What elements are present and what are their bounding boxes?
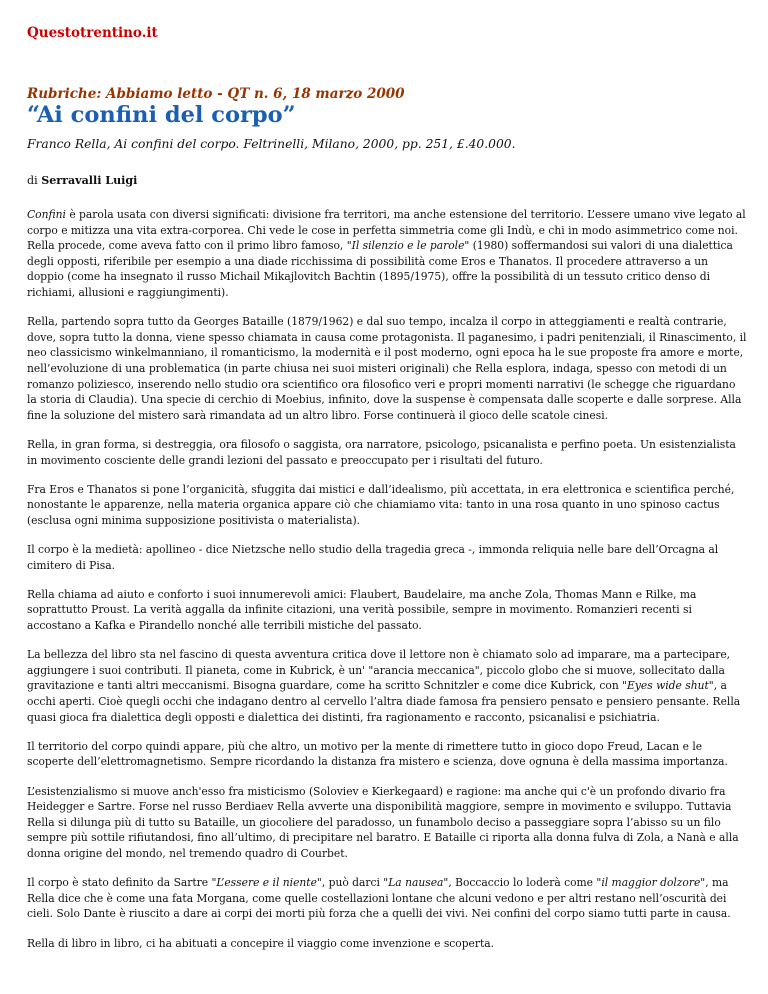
paragraph-7 [27, 647, 747, 725]
book-title-nausea: "La nausea" [383, 876, 449, 890]
paragraph-10-text-b: , può darci [321, 876, 384, 890]
paragraph-1 [27, 207, 747, 301]
paragraph-6: Rella chiama ad aiuto e conforto i suoi innumerevoli amici: Flaubert, Baudelaire, ma anche Zola, Thomas Mann e Rilke, ma soprattutto Proust. La verità aggalla da infinite citazioni, una verità possibile, sempre in movimento. Romanzieri recenti si accostano a Kafka e Pirandello nonché alle terribili mistiche del passato. [27, 587, 697, 633]
paragraph-10-text-a: Il corpo è stato definito da Sartre [27, 876, 212, 890]
byline [27, 174, 137, 187]
paragraph-7-text-a: La bellezza del libro sta nel fascino di questa avventura critica dove il lettore non è chiamato solo ad imparare, ma a partecipare, aggiungere i suoi contributi. Il pianeta, come in Kubrick, è un' "arancia meccanica", piccolo globo che si muove, sollecitato dalla gravitazione e tanti altri meccanismi. Bisogna guardare, come ha scritto Schnitzler e come dice Kubrick, con [27, 648, 731, 693]
paragraph-9: L’esistenzialismo si muove anch'esso fra misticismo (Soloviev e Kierkegaard) e ragione: ma anche qui c'è un profondo divario fra Heidegger e Sartre. Forse nel russo Berdiaev Rella avverte una disponibilità maggiore, sempre in movimento e sviluppo. Tuttavia Rella si dilunga più di tutto su Bataille, un giocoliere del paradosso, un funambolo deciso a passeggiare sopra l’abisso su un filo sempre più sottile rifiutandosi, fino all’ultimo, di precipitare nel baratro. E Bataille ci riporta alla donna fulva di Zola, a Nanà e alla donna origine del mondo, nel tremendo quadro di Courbet. [27, 784, 739, 860]
paragraph-8: Il territorio del corpo quindi appare, più che altro, un motivo per la mente di rimettere tutto in gioco dopo Freud, Lacan e le scoperte dell’elettromagnetismo. Sempre ricordando la distanza fra mistero e scienza, dove ognuna è della massima importanza. [27, 739, 728, 769]
paragraph-10-text-d: , ma Rella dice che è come una fata Morgana, come quelle costellazioni lontane che alcuni vedono e per altri restano nell’oscurità dei cieli. Solo Dante è riuscito a dare ai corpi dei morti più forza che a quelli dei vivi. Nei confini del corpo siamo tutti parte in causa. [27, 876, 731, 921]
paragraph-7-text-b: , a occhi aperti. Cioè quegli occhi che indagano dentro al cervello l’altra diade famosa fra pensiero pensato e pensiero pensante. Rella quasi gioca fra dialettica degli opposti e dialettica dei distinti, fra ragionamento e racconto, psicanalisi e psichiatria. [27, 679, 741, 724]
film-title-eyes-wide-shut: "Eyes wide shut" [622, 679, 714, 693]
rubric-heading: Rubriche: Abbiamo letto - QT n. 6, 18 marzo 2000 [27, 86, 405, 102]
paragraph-1-text-b: (1980) soffermandosi sui valori di una dialettica degli opposti, riferibile per esempio a una diade ricchissima di possibilità come Eros e Thanatos. Il procedere attraverso a un doppio (come ha insegnato il russo Michail Mikajlovitch Bachtin (1895/1975), offre la possibilità di un tessuto critico denso di richiami, allusioni e raggiungimenti). [27, 239, 733, 299]
article-body [27, 207, 747, 965]
article-title: “Ai confini del corpo” [27, 102, 296, 128]
paragraph-2: Rella, partendo sopra tutto da Georges Bataille (1879/1962) e dal suo tempo, incalza il corpo in atteggiamenti e realtà contrarie, dove, sopra tutto la donna, viene spesso chiamata in causa come protagonista. Il paganesimo, i padri penitenziali, il Rinascimento, il neo classicismo winkelmanniano, il romanticismo, la modernità e il post moderno, ogni epoca ha le sue proposte fra amore e morte, nell’evoluzione di una problematica (in parte chiusa nei suoi misteri originali) che Rella esplora, indaga, spesso con metodi di un romanzo poliziesco, inserendo nello studio ora scientifico ora filosofico veri e propri momenti narrativi (le schegge che riguardano la storia di Claudia). Una specie di cerchio di Moebius, infinito, dove la suspense è compensata dalle scoperte e dalle sorprese. Alla fine la soluzione del mistero sarà rimandata ad un altro libro. Forse continuerà il gioco delle scatole cinesi. [27, 315, 747, 422]
book-title-silenzio: "Il silenzio e le parole" [346, 239, 470, 253]
paragraph-10 [27, 875, 747, 922]
site-name-link[interactable]: Questotrentino.it [27, 25, 158, 41]
paragraph-3: Rella, in gran forma, si destreggia, ora filosofo o saggista, ora narratore, psicologo, psicanalista e perfino poeta. Un esistenzialista in movimento cosciente delle grandi lezioni del passato e preoccupato per i risultati del futuro. [27, 437, 736, 467]
byline-prefix: di [27, 174, 38, 187]
paragraph-4: Fra Eros e Thanatos si pone l’organicità, sfuggita dai mistici e dall’idealismo, più accettata, in era elettronica e scientifica perché, nonostante le apparenze, nella materia organica appare ciò che chiamiamo vita: tanto in una rosa quanto in uno spinoso cactus (esclusa ogni minima supposizione positivista o materialista). [27, 482, 735, 527]
book-title-essere-niente: "L’essere e il niente" [211, 876, 322, 890]
paragraph-10-text-c: , Boccaccio lo loderà come [448, 876, 597, 890]
quote-maggior-dolzore: "il maggior dolzore" [596, 876, 706, 890]
book-reference: Franco Rella, Ai confini del corpo. Feltrinelli, Milano, 2000, pp. 251, £.40.000. [27, 137, 516, 151]
author-name: Serravalli Luigi [41, 174, 138, 187]
emphasis-confini: Confini [27, 208, 66, 221]
paragraph-11: Rella di libro in libro, ci ha abituati a concepire il viaggio come invenzione e scoperta. [27, 936, 495, 950]
paragraph-1-text-a: è parola usata con diversi significati: divisione fra territori, ma anche estensione del territorio. L’essere umano vive legato al corpo e mitizza una vita extra-corporea. Chi vede le cose in perfetta simmetria come gli Indù, e chi in modo asimmetrico come noi. Rella procede, come aveva fatto con il primo libro famoso, [27, 208, 746, 253]
paragraph-5: Il corpo è la medietà: apollineo - dice Nietzsche nello studio della tragedia greca -, immonda reliquia nelle bare dell’Orcagna al cimitero di Pisa. [27, 543, 719, 572]
